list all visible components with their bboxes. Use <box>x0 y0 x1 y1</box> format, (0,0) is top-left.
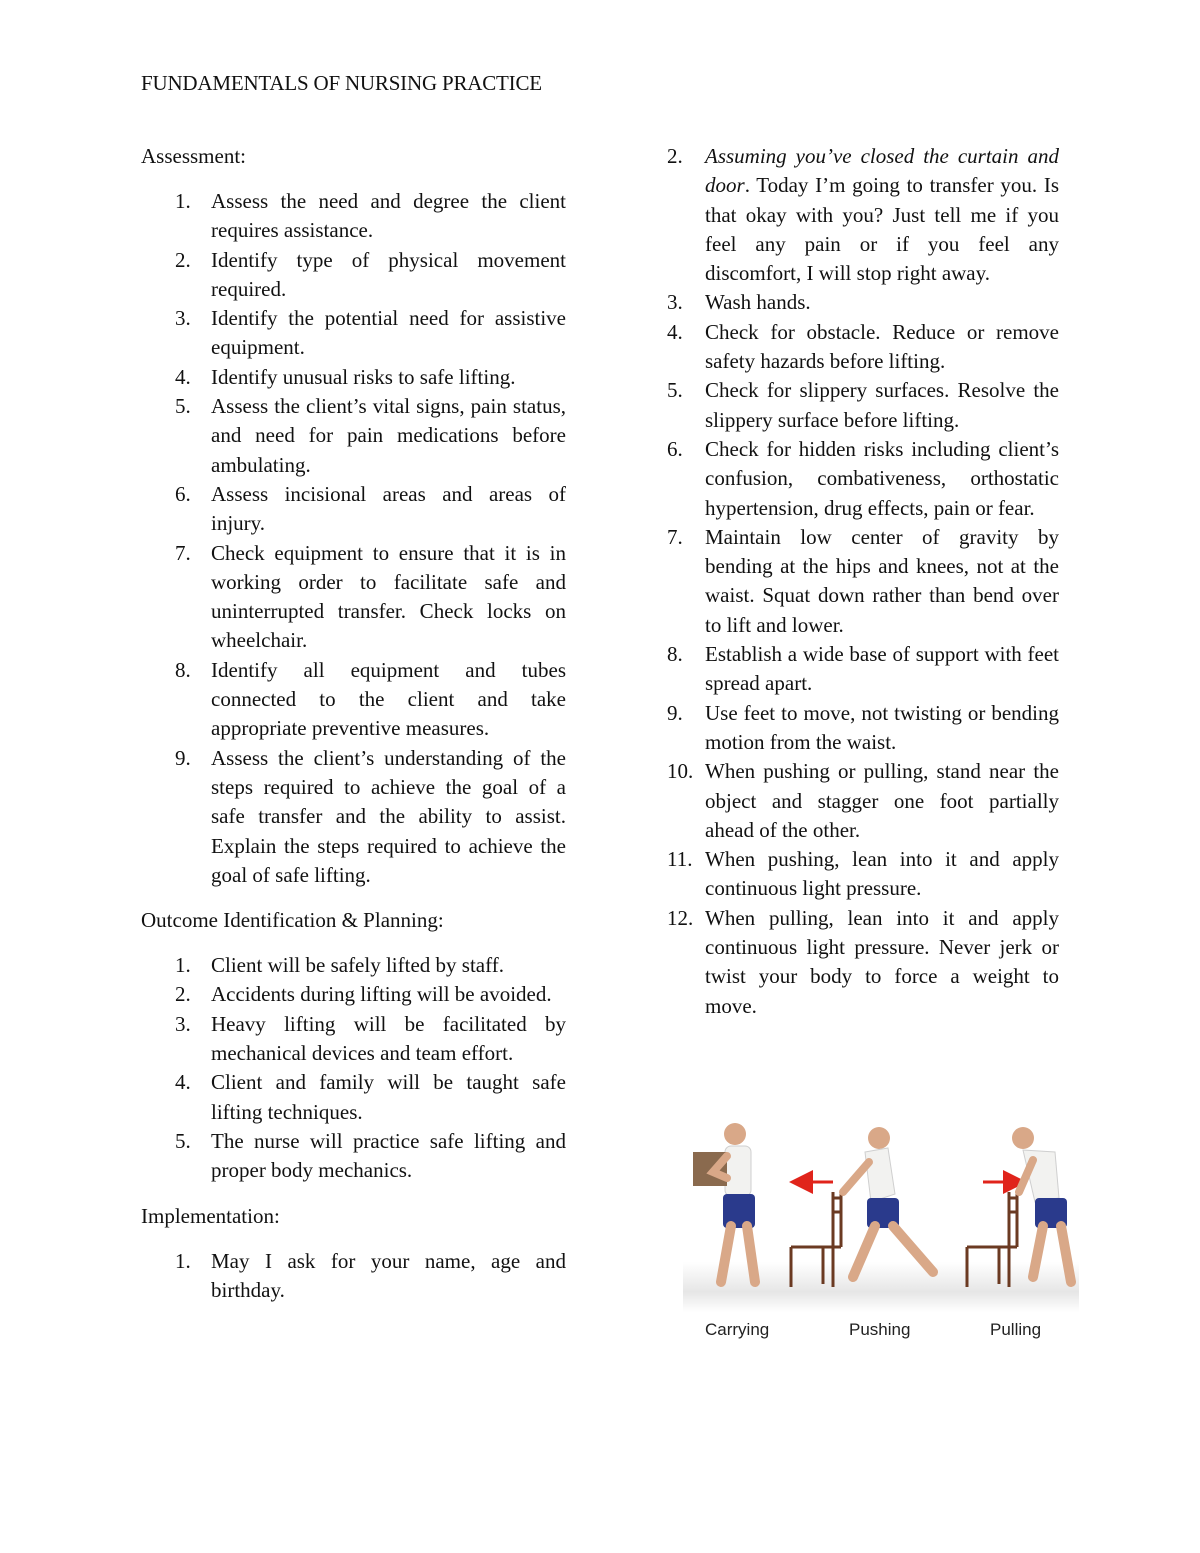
item-text: Check equipment to ensure that it is in working order to facilitate safe and uninterrupted transfer. Check locks on wheelchair. <box>211 540 566 653</box>
left-column <box>141 142 566 1305</box>
floor-shadow <box>683 1262 1079 1312</box>
item-number: 2. <box>667 144 683 168</box>
implementation-heading: Implementation: <box>141 1203 280 1228</box>
item-text: The nurse will practice safe lifting and proper body mechanics. <box>211 1128 566 1183</box>
item-number: 3. <box>175 1011 191 1036</box>
caption-pulling: Pulling <box>990 1320 1042 1339</box>
planning-list <box>141 951 566 1185</box>
list-item <box>667 845 1059 904</box>
figure-svg <box>683 1112 1079 1347</box>
list-item <box>141 392 566 480</box>
item-text: Identify all equipment and tubes connected to the client and take appropriate preventive measures. <box>211 657 566 741</box>
list-item <box>667 318 1059 377</box>
item-number: 2. <box>175 982 191 1007</box>
item-text: Establish a wide base of support with feet spread apart. <box>705 642 1059 696</box>
list-item <box>141 363 566 392</box>
list-item <box>141 246 566 305</box>
assessment-list <box>141 187 566 890</box>
item-text: When pulling, lean into it and apply continuous light pressure. Never jerk or twist your body to force a weight to move. <box>705 905 1059 1018</box>
item-number: 4. <box>667 319 683 344</box>
item-text: Assess the need and degree the client requires assistance. <box>211 189 566 243</box>
list-item <box>667 904 1059 1021</box>
list-item <box>667 757 1059 845</box>
item-text: Client and family will be taught safe lifting techniques. <box>211 1070 566 1124</box>
list-item <box>141 656 566 744</box>
assessment-heading: Assessment: <box>141 144 246 168</box>
pulling-person-icon <box>1012 1127 1071 1282</box>
list-item <box>667 523 1059 640</box>
page-title: FUNDAMENTALS OF NURSING PRACTICE <box>141 71 542 95</box>
pushing-person-icon <box>843 1127 933 1277</box>
list-item <box>141 187 566 246</box>
item-number: 5. <box>175 394 191 419</box>
item-number: 8. <box>175 657 191 682</box>
item-number: 8. <box>667 642 683 667</box>
item-number: 4. <box>175 364 191 389</box>
item-text: May I ask for your name, age and birthday. <box>211 1248 566 1302</box>
item-number: 9. <box>667 700 683 725</box>
item-text: When pushing or pulling, stand near the object and stagger one foot partially ahead of the other. <box>705 759 1059 842</box>
item-number: 1. <box>175 1248 191 1273</box>
item-text: Identify the potential need for assistive equipment. <box>211 306 566 360</box>
item-text: Heavy lifting will be facilitated by mechanical devices and team effort. <box>211 1011 566 1066</box>
list-item <box>667 288 1059 317</box>
item-text: Maintain low center of gravity by bending at the hips and knees, not at the waist. Squat down rather than bend over to lift and lower. <box>705 524 1059 637</box>
list-item <box>667 699 1059 758</box>
item-number: 5. <box>175 1128 191 1153</box>
item-number: 7. <box>667 524 683 549</box>
list-item <box>141 1068 566 1127</box>
item-text: Identify type of physical movement required. <box>211 247 566 301</box>
item-italic-text: Assuming you’ve closed the curtain and door <box>705 144 1059 198</box>
item-number: 6. <box>667 436 683 461</box>
list-item <box>667 640 1059 699</box>
item-number: 1. <box>175 953 191 978</box>
list-item <box>141 1010 566 1069</box>
item-text: Accidents during lifting will be avoided. <box>211 982 552 1007</box>
caption-pushing: Pushing <box>849 1320 911 1339</box>
item-number: 3. <box>175 306 191 331</box>
item-number: 3. <box>667 290 683 315</box>
item-number: 1. <box>175 189 191 213</box>
list-item <box>141 744 566 890</box>
list-item <box>141 1127 566 1186</box>
item-text: Assess the client’s understanding of the steps required to achieve the goal of a safe transfer and the ability to assist. Explain the steps required to achieve the goal of safe lifting. <box>211 745 566 887</box>
carrying-person-icon <box>693 1123 755 1282</box>
list-item <box>667 376 1059 435</box>
item-number: 12. <box>667 905 694 930</box>
item-text: . Today I’m going to transfer you. Is that okay with you? Just tell me if you feel any pain or if you feel any discomfort, I will stop right away. <box>705 173 1059 286</box>
list-item <box>141 539 566 656</box>
item-text: Use feet to move, not twisting or bending motion from the waist. <box>705 700 1059 754</box>
item-number: 10. <box>667 759 694 784</box>
list-item <box>667 435 1059 523</box>
item-text: Check for hidden risks including client’s confusion, combativeness, orthostatic hypertension, drug effects, pain or fear. <box>705 436 1059 520</box>
item-number: 5. <box>667 378 683 403</box>
item-number: 11. <box>667 847 693 872</box>
item-number: 4. <box>175 1070 191 1095</box>
implementation-list-continued <box>667 142 1059 1021</box>
item-text: Wash hands. <box>705 290 811 315</box>
right-column <box>667 142 1059 1021</box>
list-item <box>141 1247 566 1306</box>
body-mechanics-illustration <box>683 1112 1079 1347</box>
implementation-list-start <box>141 1247 566 1306</box>
list-item <box>141 304 566 363</box>
item-text: Client will be safely lifted by staff. <box>211 953 504 978</box>
list-item <box>141 480 566 539</box>
item-number: 7. <box>175 540 191 565</box>
item-number: 6. <box>175 481 191 506</box>
item-text: When pushing, lean into it and apply continuous light pressure. <box>705 847 1059 901</box>
caption-carrying: Carrying <box>705 1320 770 1339</box>
planning-heading: Outcome Identification & Planning: <box>141 908 444 933</box>
item-text: Identify unusual risks to safe lifting. <box>211 364 516 389</box>
item-text: Check for slippery surfaces. Resolve the slippery surface before lifting. <box>705 378 1059 432</box>
item-text: Assess the client’s vital signs, pain status, and need for pain medications before ambulating. <box>211 394 566 477</box>
list-item <box>141 980 566 1009</box>
item-number: 2. <box>175 247 191 272</box>
list-item <box>667 142 1059 288</box>
item-number: 9. <box>175 745 191 770</box>
item-text: Assess incisional areas and areas of injury. <box>211 481 566 536</box>
list-item <box>141 951 566 980</box>
item-text: Check for obstacle. Reduce or remove safety hazards before lifting. <box>705 319 1059 374</box>
